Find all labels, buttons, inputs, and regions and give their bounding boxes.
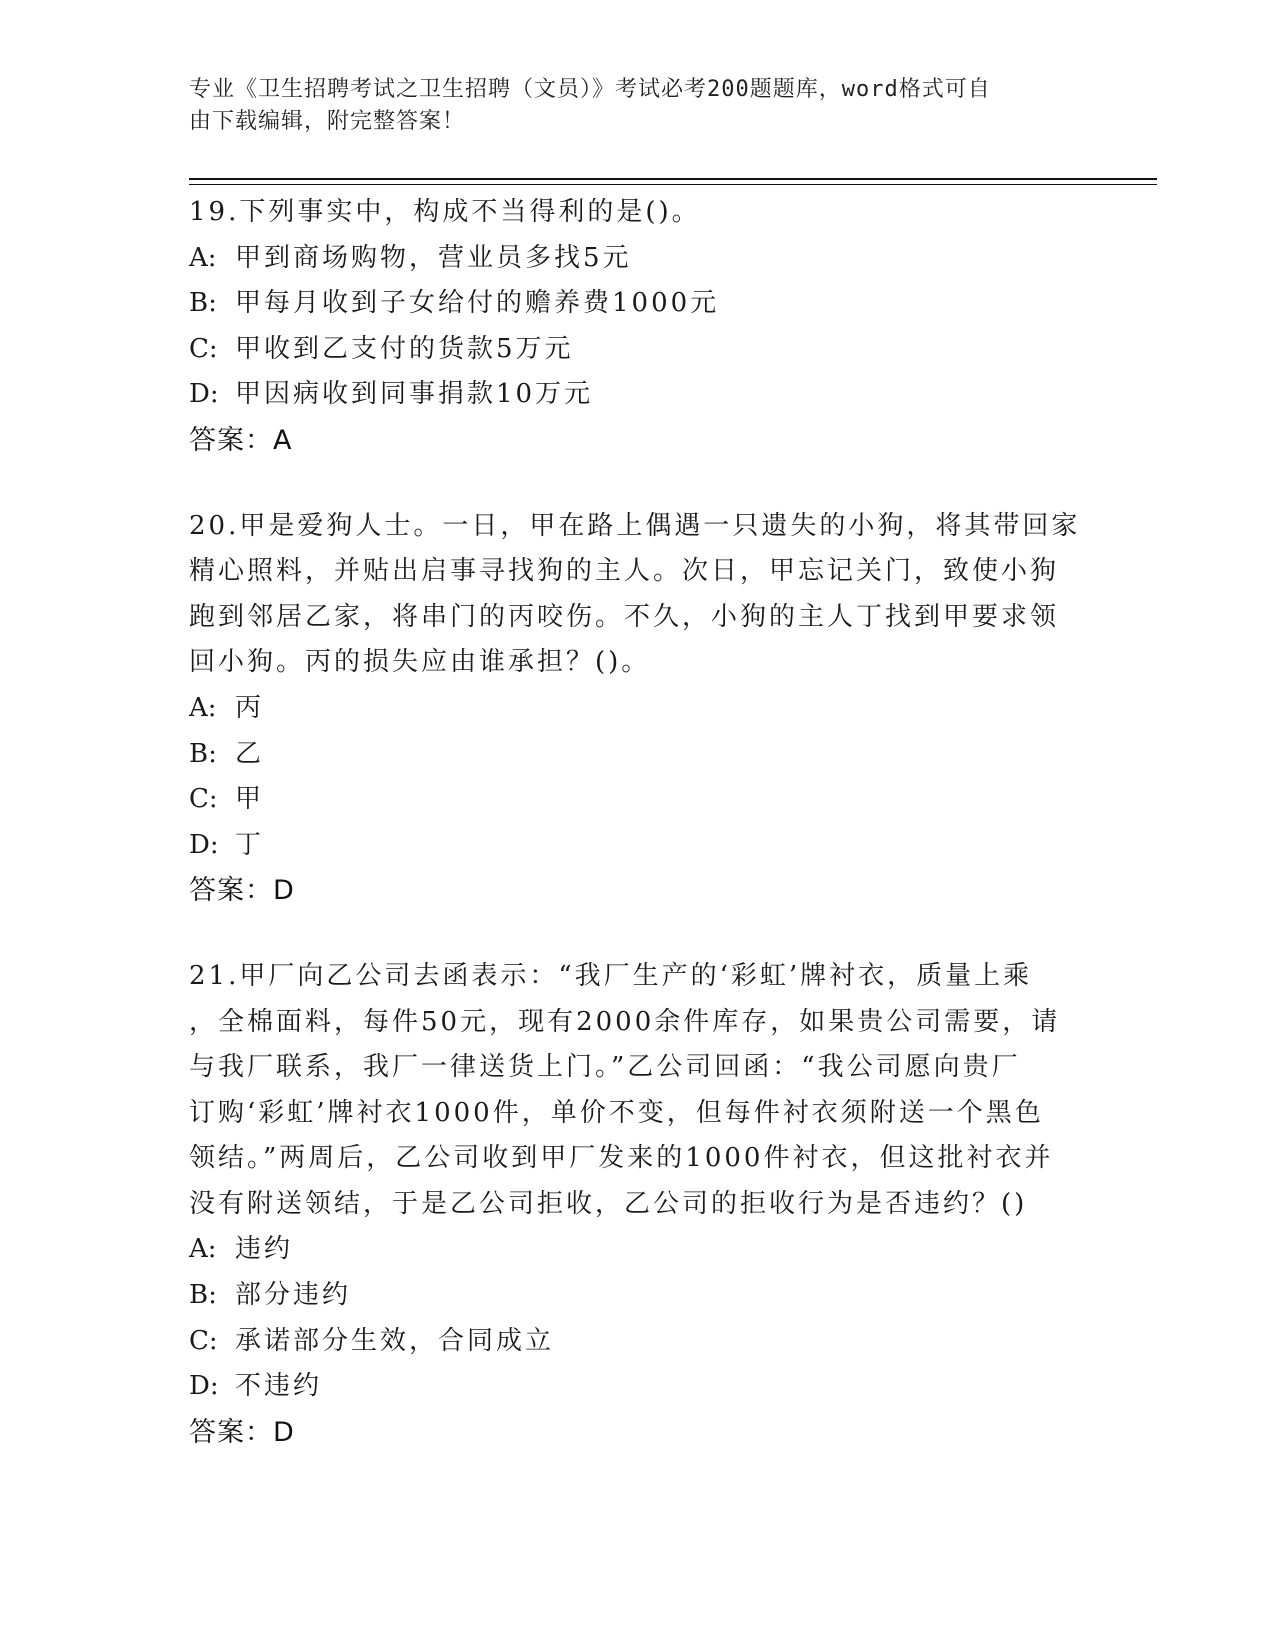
answer-value: A	[273, 424, 292, 456]
stem-line: 精心照料，并贴出启事寻找狗的主人。次日，甲忘记关门，致使小狗	[189, 556, 1060, 587]
option-d	[189, 823, 1089, 869]
stem-line: 领结。”两周后，乙公司收到甲厂发来的1000件衬衣，但这批衬衣并	[189, 1143, 1054, 1174]
document-header	[189, 74, 1089, 138]
option-text: 甲到商场购物，营业员多找5元	[235, 242, 632, 273]
question-stem	[189, 190, 1089, 236]
option-key: B:	[189, 1280, 217, 1311]
option-key: D:	[189, 379, 219, 410]
option-c	[189, 327, 1089, 373]
question-20	[189, 504, 1089, 914]
question-stem	[189, 504, 1089, 686]
option-text: 不违约	[235, 1371, 323, 1402]
answer-line	[189, 1410, 1089, 1456]
option-text: 甲因病收到同事捐款10万元	[235, 379, 594, 410]
option-text: 甲收到乙支付的货款5万元	[235, 333, 574, 364]
question-stem	[189, 954, 1089, 1228]
option-key: A:	[189, 692, 217, 723]
option-key: A:	[189, 242, 217, 273]
option-key: C:	[189, 784, 218, 815]
stem-line: 19.下列事实中，构成不当得利的是()。	[189, 197, 701, 227]
option-text: 丁	[235, 829, 265, 860]
answer-line	[189, 418, 1089, 464]
option-key: C:	[189, 1325, 218, 1356]
option-d	[189, 372, 1089, 418]
answer-value: D	[273, 875, 294, 907]
option-b	[189, 1273, 1089, 1319]
option-text: 违约	[235, 1234, 294, 1265]
header-line-2: 由下载编辑，附完整答案！	[189, 109, 466, 134]
header-line-1: 专业《卫生招聘考试之卫生招聘（文员）》考试必考200题题库，word格式可自	[189, 77, 991, 102]
question-list	[189, 190, 1089, 1495]
stem-line: 跑到邻居乙家，将串门的丙咬伤。不久，小狗的主人丁找到甲要求领	[189, 601, 1060, 632]
answer-label: 答案：	[189, 424, 273, 456]
answer-value: D	[273, 1416, 294, 1448]
option-text: 甲	[235, 784, 265, 815]
option-text: 部分违约	[235, 1280, 352, 1311]
stem-line: 20.甲是爱狗人士。一日，甲在路上偶遇一只遗失的小狗，将其带回家	[189, 510, 1081, 541]
option-key: B:	[189, 288, 217, 319]
answer-label: 答案：	[189, 1416, 273, 1448]
question-21	[189, 954, 1089, 1456]
stem-line: 回小狗。丙的损失应由谁承担？()。	[189, 647, 651, 678]
option-text: 乙	[235, 738, 265, 769]
option-text: 承诺部分生效，合同成立	[235, 1325, 555, 1356]
option-b	[189, 281, 1089, 327]
header-divider-thin	[189, 184, 1157, 185]
option-text: 甲每月收到子女给付的赡养费1000元	[235, 288, 720, 319]
option-text: 丙	[235, 692, 265, 723]
answer-label: 答案：	[189, 875, 273, 907]
option-a	[189, 236, 1089, 282]
stem-line: 没有附送领结，于是乙公司拒收，乙公司的拒收行为是否违约？()	[189, 1188, 1028, 1219]
answer-line	[189, 868, 1089, 914]
option-a	[189, 686, 1089, 732]
option-b	[189, 732, 1089, 778]
option-c	[189, 777, 1089, 823]
stem-line: 与我厂联系，我厂一律送货上门。”乙公司回函：“我公司愿向贵厂	[189, 1052, 1021, 1083]
option-key: A:	[189, 1234, 217, 1265]
header-divider-thick	[189, 178, 1157, 180]
stem-line: 21.甲厂向乙公司去函表示：“我厂生产的‘彩虹’牌衬衣，质量上乘	[189, 960, 1033, 991]
option-a	[189, 1227, 1089, 1273]
option-key: B:	[189, 738, 217, 769]
stem-line: ，全棉面料，每件50元，现有2000余件库存，如果贵公司需要，请	[189, 1006, 1061, 1037]
option-key: D:	[189, 829, 219, 860]
option-d	[189, 1364, 1089, 1410]
question-19	[189, 190, 1089, 464]
stem-line: 订购‘彩虹’牌衬衣1000件，单价不变，但每件衬衣须附送一个黑色	[189, 1097, 1044, 1128]
option-c	[189, 1319, 1089, 1365]
option-key: D:	[189, 1371, 219, 1402]
option-key: C:	[189, 333, 218, 364]
